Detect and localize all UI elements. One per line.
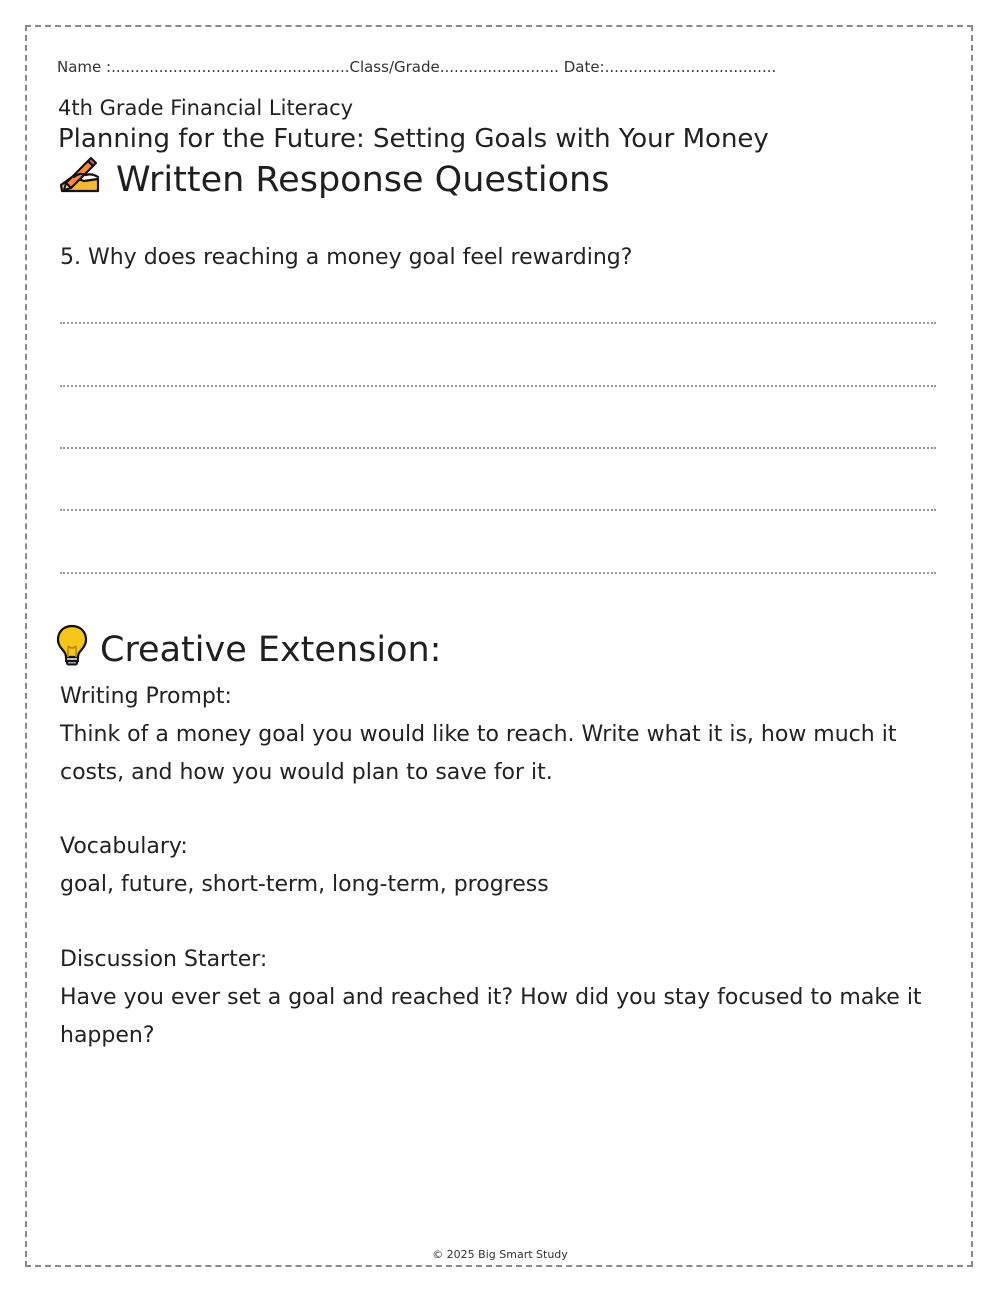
creative-extension-heading xyxy=(56,624,441,675)
subject-title: 4th Grade Financial Literacy xyxy=(58,96,354,120)
answer-line[interactable] xyxy=(60,322,936,324)
written-response-heading xyxy=(58,155,609,204)
answer-line[interactable] xyxy=(60,447,936,449)
vocabulary-text: goal, future, short-term, long-term, progress xyxy=(60,872,549,897)
vocabulary-label: Vocabulary: xyxy=(60,834,188,859)
topic-title: Planning for the Future: Setting Goals with Your Money xyxy=(58,124,769,154)
light-bulb-icon xyxy=(56,624,88,675)
copyright-footer: © 2025 Big Smart Study xyxy=(432,1248,568,1261)
writing-prompt-block xyxy=(60,678,940,792)
writing-prompt-label: Writing Prompt: xyxy=(60,684,232,709)
answer-line[interactable] xyxy=(60,385,936,387)
creative-extension-heading-text: Creative Extension: xyxy=(100,629,442,670)
writing-hand-icon xyxy=(58,155,102,204)
writing-prompt-text: Think of a money goal you would like to reach. Write what it is, how much it costs, and how you would plan to save for it. xyxy=(60,722,897,785)
question-5: 5. Why does reaching a money goal feel rewarding? xyxy=(60,245,633,270)
written-response-heading-text: Written Response Questions xyxy=(116,159,610,200)
discussion-starter-block xyxy=(60,941,940,1055)
discussion-starter-label: Discussion Starter: xyxy=(60,947,268,972)
answer-line[interactable] xyxy=(60,509,936,511)
vocabulary-block xyxy=(60,828,940,904)
discussion-starter-text: Have you ever set a goal and reached it? How did you stay focused to make it happen? xyxy=(60,985,922,1048)
student-info-fields: Name :..................................................Class/Grade......................... Date:.................................... xyxy=(57,58,777,76)
answer-line[interactable] xyxy=(60,572,936,574)
